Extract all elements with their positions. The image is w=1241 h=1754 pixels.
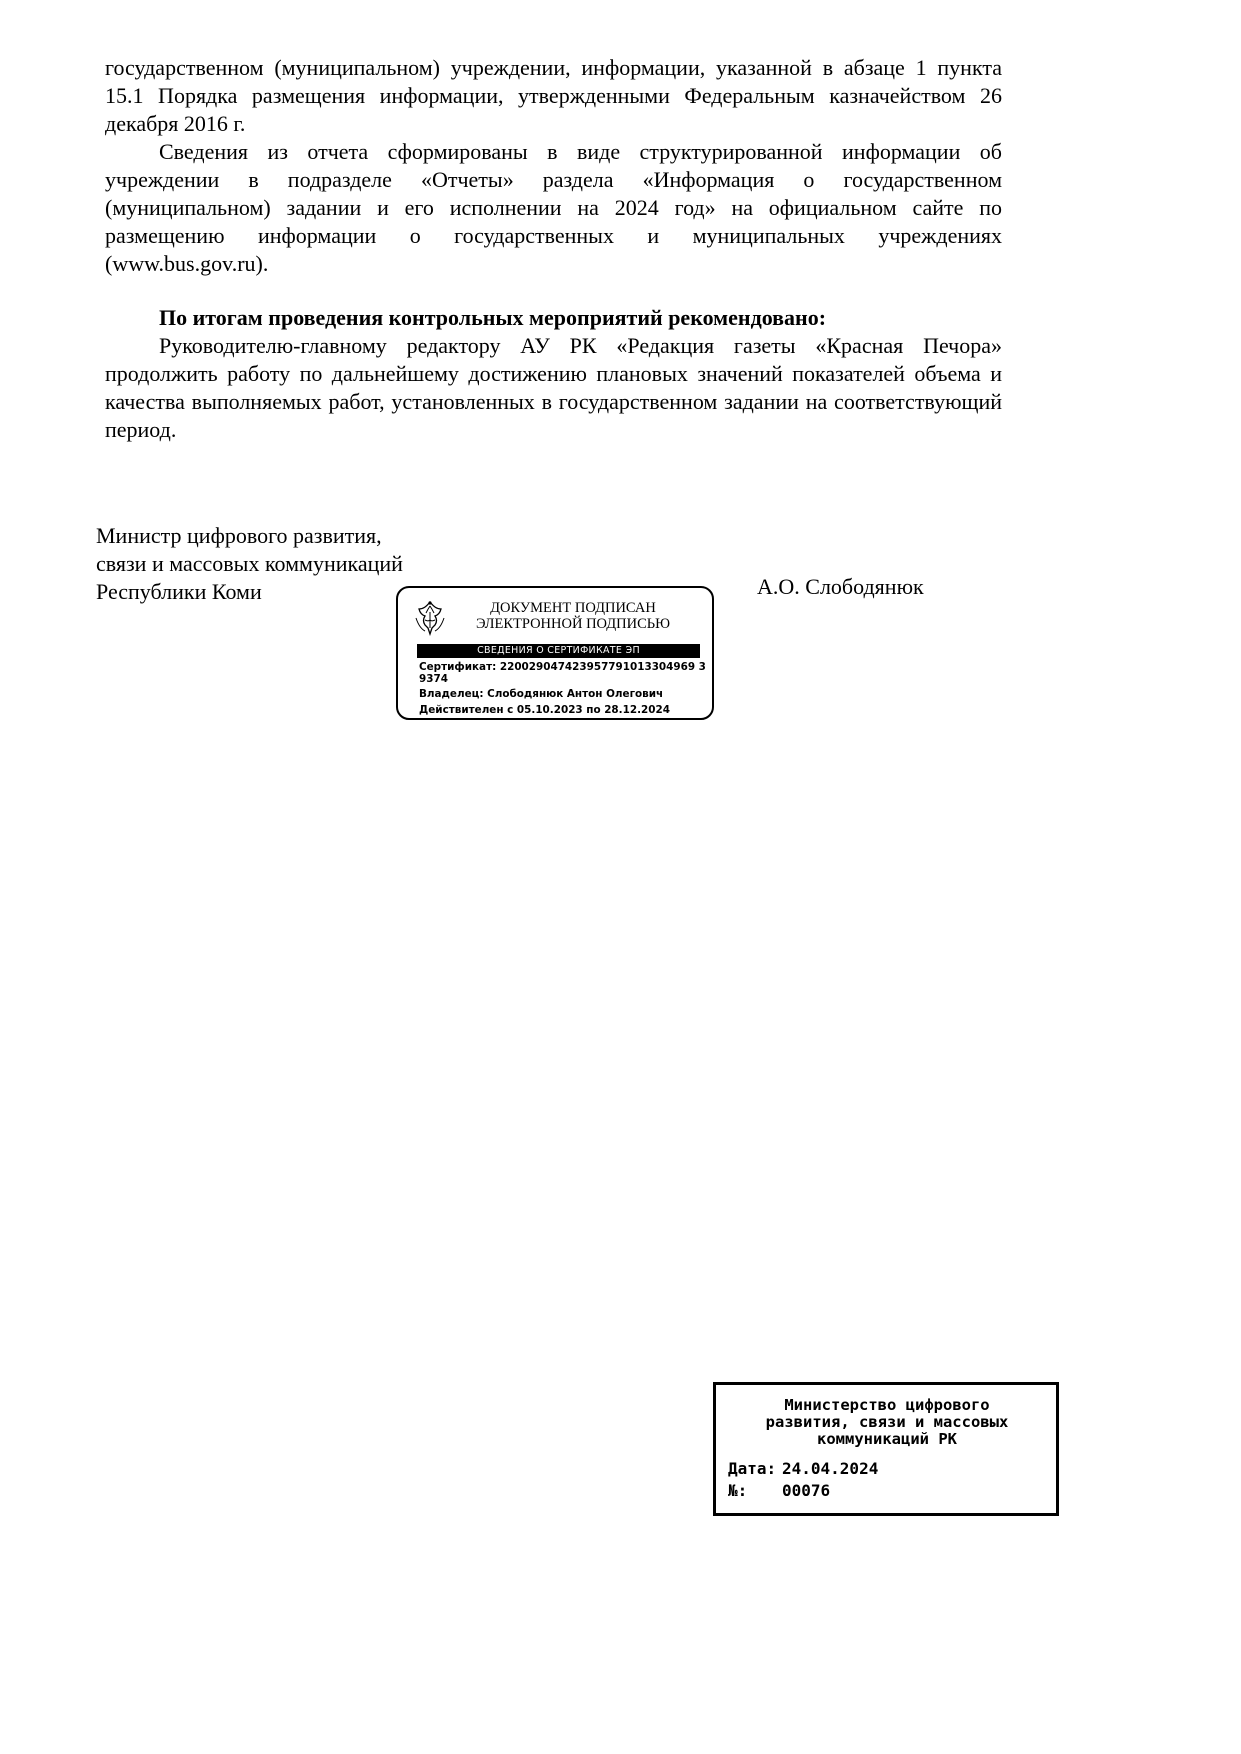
registration-number-row xyxy=(728,1481,830,1501)
registration-number-value: 00076 xyxy=(782,1481,831,1500)
certificate-banner: СВЕДЕНИЯ О СЕРТИФИКАТЕ ЭП xyxy=(417,644,700,658)
recommendation-heading: По итогам проведения контрольных мероприятий рекомендовано: xyxy=(159,305,827,330)
registration-org xyxy=(722,1397,1052,1448)
signer-position-line: Республики Коми xyxy=(96,579,262,604)
stamp-title-line: ДОКУМЕНТ ПОДПИСАН xyxy=(490,600,656,616)
electronic-signature-stamp xyxy=(396,586,714,720)
certificate-number: Сертификат: 220029047423957791013304969 39374 xyxy=(419,661,706,685)
certificate-owner: Владелец: Слободянюк Антон Олегович xyxy=(419,688,664,700)
certificate-validity: Действителен с 05.10.2023 по 28.12.2024 xyxy=(419,703,670,716)
stamp-title xyxy=(454,600,692,632)
registration-org-line: коммуникаций РК xyxy=(817,1430,957,1448)
registration-org-line: Министерство цифрового xyxy=(784,1396,990,1414)
paragraph-recommendation: Руководителю-главному редактору АУ РК «Редакция газеты «Красная Печора» продолжить работу по дальнейшему достижению плановых значений показателей объема и качества выполняемых работ, установленных в государственном задании на соответствующий период. xyxy=(105,333,1002,442)
certificate-details xyxy=(419,662,711,716)
document-body xyxy=(105,54,1002,444)
registration-date-label: Дата: xyxy=(728,1459,777,1478)
paragraph-continuation: государственном (муниципальном) учреждении, информации, указанной в абзаце 1 пункта 15.1 Порядка размещения информации, утвержденными Федеральным казначейством 26 декабря 2016 г. xyxy=(105,55,1002,136)
registration-number-label: №: xyxy=(728,1481,748,1500)
registration-date-value: 24.04.2024 xyxy=(782,1459,879,1478)
stamp-title-line: ЭЛЕКТРОННОЙ ПОДПИСЬЮ xyxy=(475,616,671,632)
signer-position-line: связи и массовых коммуникаций xyxy=(96,551,403,576)
paragraph-report-info: Сведения из отчета сформированы в виде структурированной информации об учреждении в подразделе «Отчеты» раздела «Информация о государственном (муниципальном) задании и его исполнении на 2024 год» на официальном сайте по размещению информации о государственных и муниципальных учреждениях (www.bus.gov.ru). xyxy=(105,139,1002,276)
signer-name: А.О. Слободянюк xyxy=(757,574,924,599)
komi-coat-of-arms-icon xyxy=(413,598,447,636)
registration-stamp xyxy=(713,1382,1059,1516)
signer-position xyxy=(96,522,403,606)
registration-date-row xyxy=(728,1459,878,1479)
registration-org-line: развития, связи и массовых xyxy=(765,1413,1009,1431)
signer-position-line: Министр цифрового развития, xyxy=(96,523,382,548)
paragraph-spacer xyxy=(105,278,1002,304)
